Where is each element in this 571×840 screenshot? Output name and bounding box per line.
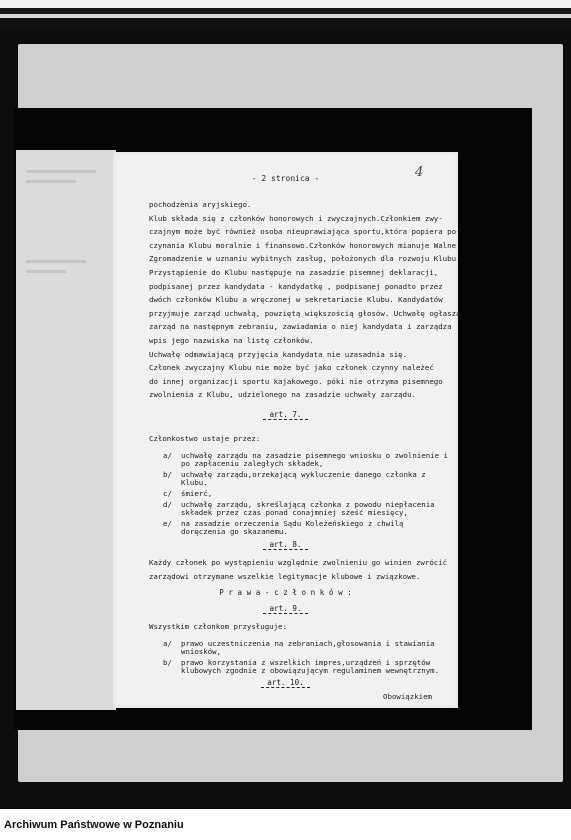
list-item	[149, 471, 449, 487]
item-label: a/	[163, 638, 172, 648]
text-line: zarząd na następnym zebraniu, zawiadamia o niej kandydata i zarządza	[149, 322, 452, 332]
text-line: czajnym może być również osoba nieuprawiająca sportu,która popiera po-	[149, 227, 461, 237]
article-10-heading	[113, 676, 458, 690]
previous-page-edge	[16, 150, 116, 710]
item-text: uchwałę zarządu, skreślającą członka z powodu niepłacenia składek przez czas ponad conajmniej sześć miesięcy,	[181, 499, 435, 517]
text-line: wpis jego nazwiska na listę członków.	[149, 335, 314, 345]
text-line: do innej organizacji sportu kajakowego. póki nie otrzyma pisemnego	[149, 376, 443, 386]
list-item	[149, 501, 449, 517]
text-line: czynania Klubu moralnie i finansowo.Członków honorowych mianuje Walne	[149, 240, 457, 250]
article-8-heading	[113, 538, 458, 552]
text-line: Zgromadzenie w uznaniu wybitnych zasług, położonych dla rozwoju Klubu.	[149, 254, 461, 264]
item-label: e/	[163, 518, 172, 528]
article-intro: Wszystkim członkom przysługuje:	[149, 622, 287, 631]
document-page	[113, 152, 461, 708]
text-line: Każdy członek po wystąpieniu względnie zwolnieniu go winien zwrócić	[149, 558, 448, 567]
article-heading-text: art. 8.	[263, 540, 307, 550]
article-8-body	[149, 556, 449, 583]
page-label: - 2 stronica -	[251, 174, 320, 183]
text-line: Członek zwyczajny Klubu nie może być jako członek czynny należeć	[149, 363, 434, 373]
trailing-word: Obowiązkiem	[383, 692, 432, 701]
text-line: Klub składa się z członków honorowych i zwyczajnych.Członkiem zwy-	[149, 213, 443, 223]
handwritten-page-number: 4	[415, 165, 424, 180]
article-heading-text: art. 9.	[263, 604, 307, 614]
article-9-body	[149, 620, 449, 678]
scan-top-border	[0, 0, 571, 30]
item-text: uchwałę zarządu,orzekającą wykluczenie danego członka z Klubu.	[181, 469, 426, 487]
item-label: d/	[163, 499, 172, 509]
item-label: b/	[163, 469, 172, 479]
item-label: a/	[163, 450, 172, 460]
article-9-heading	[113, 602, 458, 616]
item-label: c/	[163, 488, 172, 498]
paragraphs-top	[149, 198, 461, 402]
list-item	[149, 659, 449, 675]
list-item	[149, 640, 449, 656]
archive-name: Archiwum Państwowe w Poznaniu	[4, 819, 184, 831]
list-item	[149, 490, 449, 498]
text-line: zarządowi otrzymane wszelkie legitymacje klubowe i związkowe.	[149, 571, 421, 581]
text-line: podpisanej przez kandydata - kandydatkę , podpisanej ponadto przez	[149, 281, 443, 291]
item-text: na zasadzie orzeczenia Sądu Koleżeńskiego z chwilą doręczenia go skazanemu.	[181, 518, 404, 536]
text-line: pochodzenia aryjskiego.	[149, 200, 252, 209]
text-line: dwóch członków Klubu a wręczonej w sekretariacie Klubu. Kandydatów	[149, 295, 443, 305]
section-heading-text: P r a w a - c z ł o n k ó w :	[219, 588, 352, 597]
item-label: b/	[163, 657, 172, 667]
text-line: przyjmuje zarząd uchwałą, powziętą większością głosów. Uchwałę ogłasza	[149, 308, 461, 318]
text-line: zwolnienia z Klubu, udzielonego na zasadzie uchwały zarządu.	[149, 390, 416, 400]
rights-heading	[113, 586, 458, 600]
item-text: prawo korzystania z wszelkich impres,urządzeń i sprzętów klubowych zgodnie z obowiązującym regulaminem wewnętrznym.	[181, 657, 440, 675]
text-line: Przystąpienie do Klubu następuje na zasadzie pisemnej deklaracji,	[149, 267, 439, 277]
item-text: prawo uczestniczenia na zebraniach,głosowania i stawiania wniosków,	[181, 638, 435, 656]
text-line: Uchwałę odmawiającą przyjęcia kandydata nie uzasadnia się.	[149, 349, 408, 359]
list-item	[149, 452, 449, 468]
article-7-heading	[113, 408, 458, 422]
article-heading-text: art. 10.	[261, 678, 310, 688]
list-item	[149, 520, 449, 536]
article-heading-text: art. 7.	[263, 410, 307, 420]
article-7-body	[149, 432, 449, 539]
item-text: śmierć,	[181, 488, 213, 498]
article-intro: Członkostwo ustaje przez:	[149, 434, 261, 443]
item-text: uchwałę zarządu na zasadzie pisemnego wniosku o zwolnienie i po zapłaceniu zaległych składek,	[181, 450, 448, 468]
